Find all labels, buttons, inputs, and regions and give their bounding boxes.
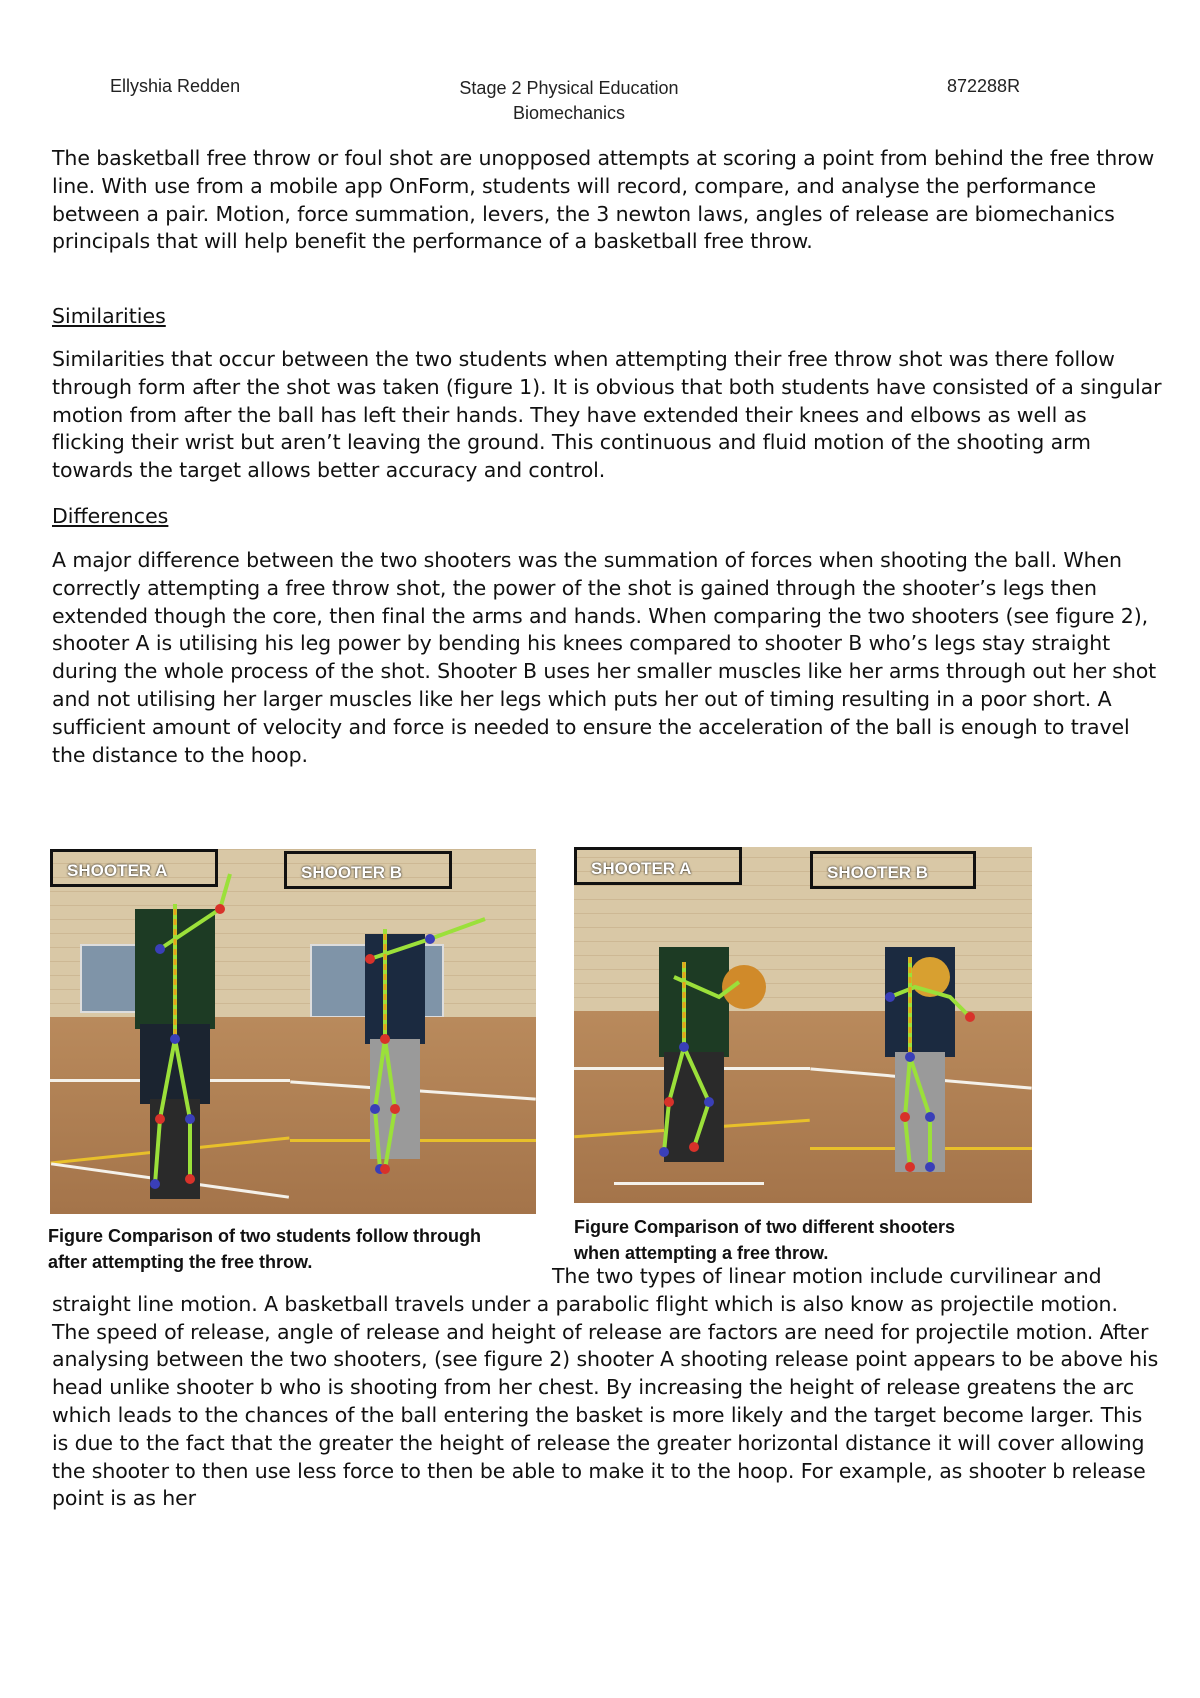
figure1-caption-prefix: Figure bbox=[48, 1226, 104, 1246]
figure1-label-shooter-a: SHOOTER A bbox=[50, 849, 218, 887]
course-title bbox=[449, 76, 689, 126]
similarities-heading: Similarities bbox=[52, 304, 166, 328]
author-name: Ellyshia Redden bbox=[110, 76, 241, 96]
differences-heading: Differences bbox=[52, 504, 169, 528]
figure1-label-shooter-b: SHOOTER B bbox=[284, 851, 452, 889]
similarities-paragraph: Similarities that occur between the two students when attempting their free throw shot was there follow through form after the shot was taken (figure 1). It is obvious that both students have consisted of a singular motion from after the ball has left their hands. They have extended their knees and elbows as well as flicking their wrist but aren’t leaving the ground. This continuous and fluid motion of the shooting arm towards the target allows better accuracy and control. bbox=[52, 347, 1162, 483]
course-name: Stage 2 Physical Education bbox=[459, 78, 679, 98]
intro-paragraph: The basketball free throw or foul shot are unopposed attempts at scoring a point from behind the free throw line. With use from a mobile app OnForm, students will record, compare, and analyse the performance between a pair. Motion, force summation, levers, the 3 newton laws, angles of release are biomechanics principals that will help benefit the performance of a basketball free throw. bbox=[52, 146, 1155, 254]
student-id: 872288R bbox=[947, 76, 1021, 96]
figure2-label-shooter-b: SHOOTER B bbox=[810, 851, 976, 889]
figure2-label-shooter-a: SHOOTER A bbox=[574, 847, 742, 885]
figure1-caption-text: Comparison of two students follow through after attempting the free throw. bbox=[48, 1226, 481, 1272]
figure2-photo-shooter-a bbox=[574, 847, 810, 1203]
skeleton-overlay-d bbox=[810, 847, 1032, 1203]
skeleton-overlay-c bbox=[574, 847, 810, 1203]
figure1-photo-shooter-a bbox=[50, 849, 290, 1214]
differences-paragraph: A major difference between the two shooters was the summation of forces when shooting the ball. When correctly attempting a free throw shot, the power of the shot is gained through the shooter’s legs then extended though the core, then final the arms and hands. When comparing the two shooters (see figure 2), shooter A is utilising his leg power by bending his knees compared to shooter B who’s legs stay straight during the whole process of the shot. Shooter B uses her smaller muscles like her arms through out her shot and not utilising her larger muscles like her legs which puts her out of timing resulting in a poor short. A sufficient amount of velocity and force is needed to ensure the acceleration of the ball is enough to travel the distance to the hoop. bbox=[52, 548, 1157, 767]
figure2-caption bbox=[574, 1214, 1004, 1266]
subject-name: Biomechanics bbox=[512, 103, 626, 123]
skeleton-overlay-b bbox=[290, 849, 536, 1214]
figure2-caption-prefix: Figure bbox=[574, 1217, 630, 1237]
figure1-photo-shooter-b bbox=[290, 849, 536, 1214]
motion-paragraph: The two types of linear motion include curvilinear and straight line motion. A basketball travels under a parabolic flight which is also know as projectile motion. The speed of release, angle of release and height of release are factors are need for projectile motion. After analysing between the two shooters, (see figure 2) shooter A shooting release point appears to be above his head unlike shooter b who is shooting from her chest. By increasing the height of release greatens the arc which leads to the chances of the ball entering the basket is more likely and the target become larger. This is due to the fact that the greater the height of release the greater horizontal distance it will cover allowing the shooter to then use less force to then be able to make it to the hoop. For example, as shooter b release point is as her bbox=[52, 1264, 1159, 1511]
skeleton-overlay-a bbox=[50, 849, 290, 1214]
figure2-photo-shooter-b bbox=[810, 847, 1032, 1203]
figure2-caption-text: Comparison of two different shooters when attempting a free throw. bbox=[574, 1217, 956, 1263]
